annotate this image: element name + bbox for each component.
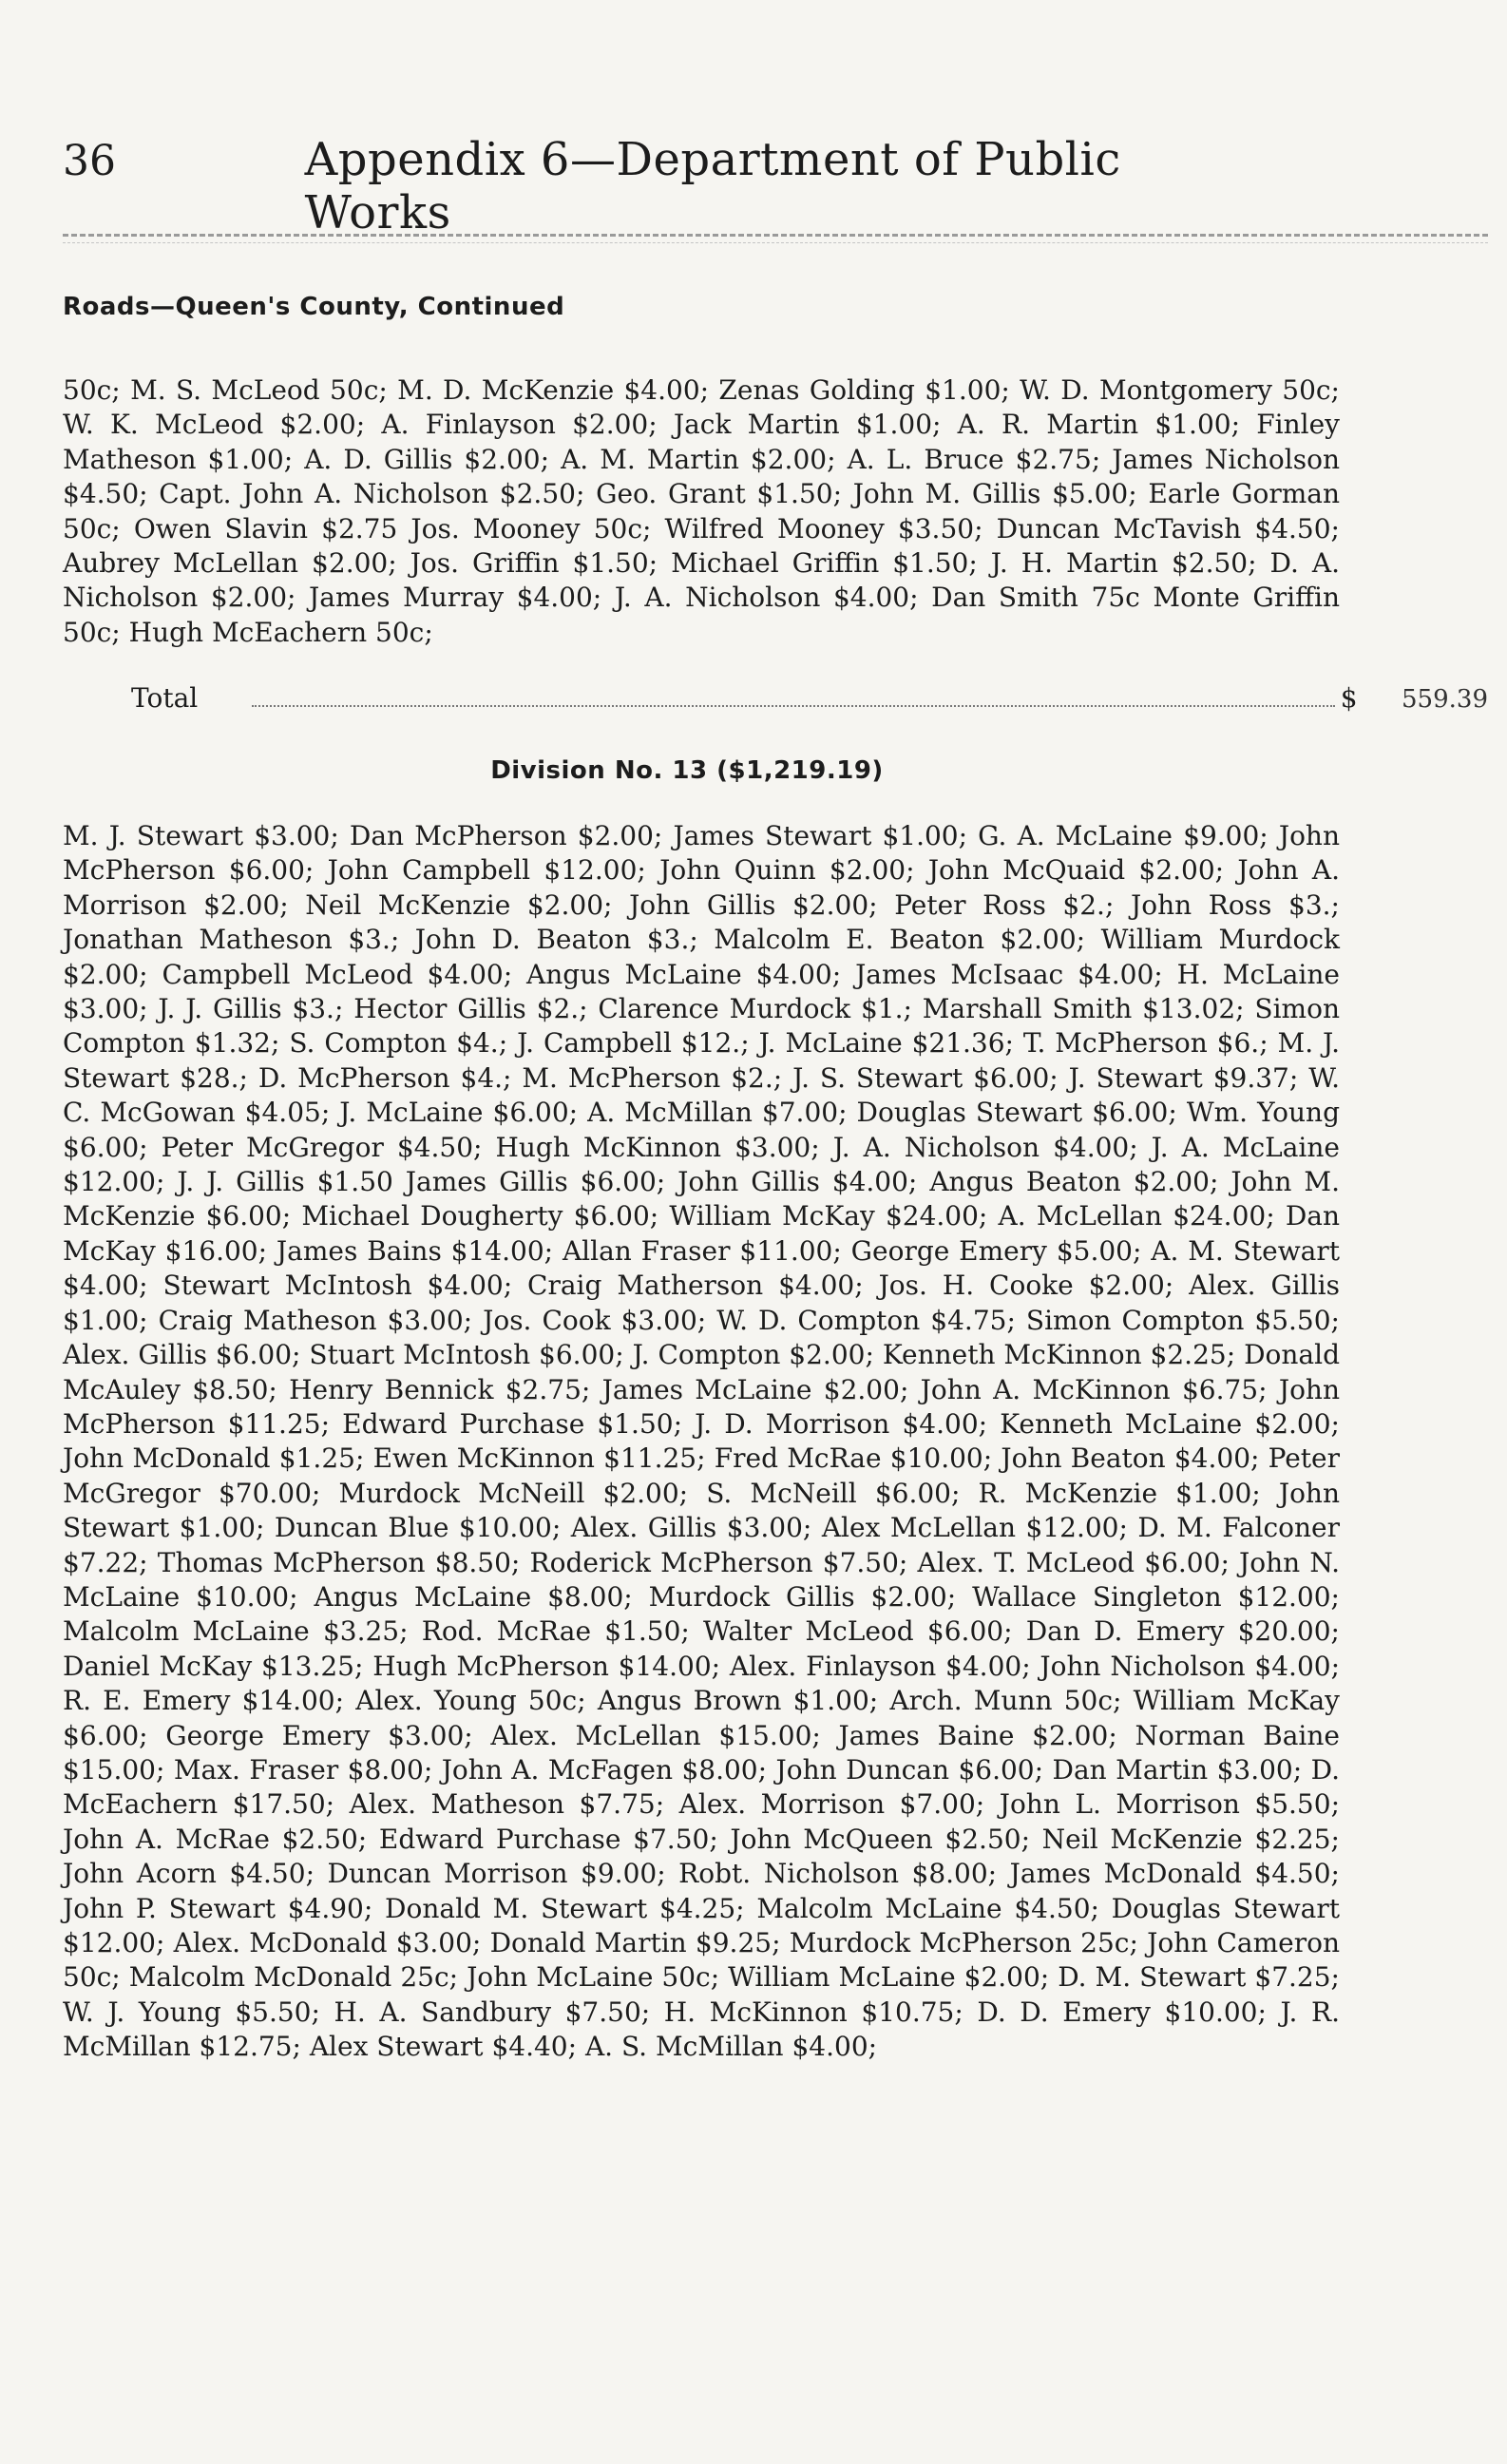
total-label: Total <box>131 682 199 714</box>
page-title: Appendix 6—Department of Public Works <box>304 133 1121 239</box>
section-heading: Roads—Queen's County, Continued <box>63 293 565 321</box>
header-rule <box>63 234 1488 243</box>
total-currency: $ <box>1340 682 1358 714</box>
total-row <box>63 682 1488 714</box>
total-amount: 559.39 <box>1402 685 1488 714</box>
page-number: 36 <box>63 137 116 185</box>
page-header <box>63 133 1269 239</box>
paragraph-continued-list: 50c; M. S. McLeod 50c; M. D. McKenzie $4.00; Zenas Golding $1.00; W. D. Montgomery 50c; W. K. McLeod $2.00; A. Finlayson $2.00; Jack Martin $1.00; A. R. Martin $1.00; Finley Matheson $1.00; A. D. Gillis $2.00; A. M. Martin $2.00; A. L. Bruce $2.75; James Nicholson $4.50; Capt. John A. Nicholson $2.50; Geo. Grant $1.50; John M. Gillis $5.00; Earle Gorman 50c; Owen Slavin $2.75 Jos. Mooney 50c; Wilfred Mooney $3.50; Duncan McTavish $4.50; Aubrey McLellan $2.00; Jos. Griffin $1.50; Michael Griffin $1.50; J. H. Martin $2.50; D. A. Nicholson $2.00; James Murray $4.00; J. A. Nicholson $4.00; Dan Smith 75c Monte Griffin 50c; Hugh McEachern 50c; <box>63 374 1340 648</box>
dotted-leader <box>252 704 1335 707</box>
division-heading: Division No. 13 ($1,219.19) <box>490 756 884 785</box>
paragraph-division-list: M. J. Stewart $3.00; Dan McPherson $2.00; James Stewart $1.00; G. A. McLaine $9.00; John McPherson $6.00; John Campbell $12.00; John Quinn $2.00; John McQuaid $2.00; John A. Morrison $2.00; Neil McKenzie $2.00; John Gillis $2.00; Peter Ross $2.; John Ross $3.; Jonathan Matheson $3.; John D. Beaton $3.; Malcolm E. Beaton $2.00; William Murdock $2.00; Campbell McLeod $4.00; Angus McLaine $4.00; James McIsaac $4.00; H. McLaine $3.00; J. J. Gillis $3.; Hector Gillis $2.; Clarence Murdock $1.; Marshall Smith $13.02; Simon Compton $1.32; S. Compton $4.; J. Campbell $12.; J. McLaine $21.36; T. McPherson $6.; M. J. Stewart $28.; D. McPherson $4.; M. McPherson $2.; J. S. Stewart $6.00; J. Stewart $9.37; W. C. McGowan $4.05; J. McLaine $6.00; A. McMillan $7.00; Douglas Stewart $6.00; Wm. Young $6.00; Peter McGregor $4.50; Hugh McKinnon $3.00; J. A. Nicholson $4.00; J. A. McLaine $12.00; J. J. Gillis $1.50 James Gillis $6.00; John Gillis $4.00; Angus Beaton $2.00; John M. McKenzie $6.00; Michael Dougherty $6.00; William McKay $24.00; A. McLellan $24.00; Dan McKay $16.00; James Bains $14.00; Allan Fraser $11.00; George Emery $5.00; A. M. Stewart $4.00; Stewart McIntosh $4.00; Craig Matherson $4.00; Jos. H. Cooke $2.00; Alex. Gillis $1.00; Craig Matheson $3.00; Jos. Cook $3.00; W. D. Compton $4.75; Simon Compton $5.50; Alex. Gillis $6.00; Stuart McIntosh $6.00; J. Compton $2.00; Kenneth McKinnon $2.25; Donald McAuley $8.50; Henry Bennick $2.75; James McLaine $2.00; John A. McKinnon $6.75; John McPherson $11.25; Edward Purchase $1.50; J. D. Morrison $4.00; Kenneth McLaine $2.00; John McDonald $1.25; Ewen McKinnon $11.25; Fred McRae $10.00; John Beaton $4.00; Peter McGregor $70.00; Murdock McNeill $2.00; S. McNeill $6.00; R. McKenzie $1.00; John Stewart $1.00; Duncan Blue $10.00; Alex. Gillis $3.00; Alex McLellan $12.00; D. M. Falconer $7.22; Thomas McPherson $8.50; Roderick McPherson $7.50; Alex. T. McLeod $6.00; John N. McLaine $10.00; Angus McLaine $8.00; Murdock Gillis $2.00; Wallace Singleton $12.00; Malcolm McLaine $3.25; Rod. McRae $1.50; Walter McLeod $6.00; Dan D. Emery $20.00; Daniel McKay $13.25; Hugh McPherson $14.00; Alex. Finlayson $4.00; John Nicholson $4.00; R. E. Emery $14.00; Alex. Young 50c; Angus Brown $1.00; Arch. Munn 50c; William McKay $6.00; George Emery $3.00; Alex. McLellan $15.00; James Baine $2.00; Norman Baine $15.00; Max. Fraser $8.00; John A. McFagen $8.00; John Duncan $6.00; Dan Martin $3.00; D. McEachern $17.50; Alex. Matheson $7.75; Alex. Morrison $7.00; John L. Morrison $5.50; John A. McRae $2.50; Edward Purchase $7.50; John McQueen $2.50; Neil McKenzie $2.25; John Acorn $4.50; Duncan Morrison $9.00; Robt. Nicholson $8.00; James McDonald $4.50; John P. Stewart $4.90; Donald M. Stewart $4.25; Malcolm McLaine $4.50; Douglas Stewart $12.00; Alex. McDonald $3.00; Donald Martin $9.25; Murdock McPherson 25c; John Cameron 50c; Malcolm McDonald 25c; John McLaine 50c; William McLaine $2.00; D. M. Stewart $7.25; W. J. Young $5.50; H. A. Sandbury $7.50; H. McKinnon $10.75; D. D. Emery $10.00; J. R. McMillan $12.75; Alex Stewart $4.40; A. S. McMillan $4.00; <box>63 820 1340 2063</box>
